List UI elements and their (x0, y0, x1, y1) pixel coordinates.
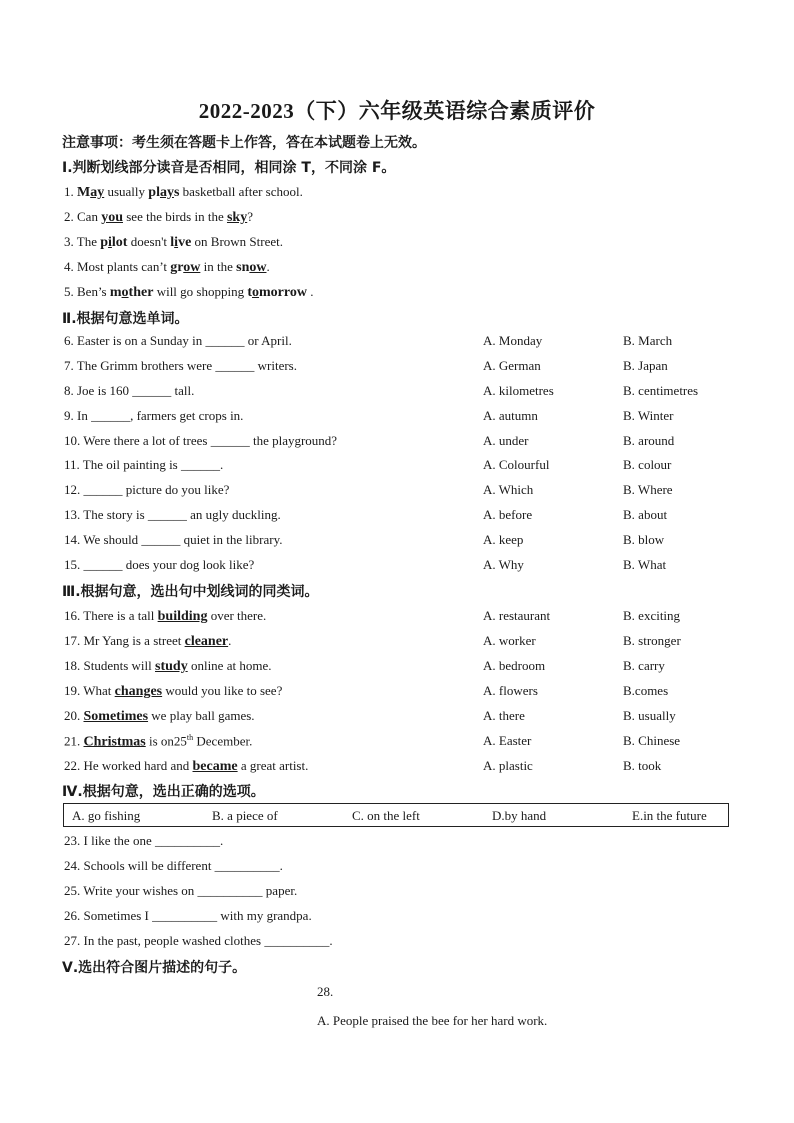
q1-underlined: ay (90, 185, 105, 200)
question-25: 25. Write your wishes on __________ paper. (64, 883, 298, 898)
q19-underlined-word: changes (114, 684, 163, 699)
option-b: B. about (623, 507, 668, 522)
q16-text: 16. There is a tall (64, 608, 158, 623)
q20-underlined-word: Sometimes (83, 709, 149, 724)
q3-underlined: i (174, 235, 179, 250)
q19-text: would you like to see? (162, 683, 283, 698)
q18-underlined-word: study (155, 659, 188, 674)
option-box-item: B. a piece of (212, 808, 278, 823)
q20-text: we play ball games. (148, 708, 255, 723)
q3-word: lot (111, 235, 128, 250)
question-19 (64, 683, 282, 700)
q18-text: online at home. (187, 658, 272, 673)
q17-underlined-word: cleaner (184, 634, 229, 649)
q22-text: a great artist. (237, 758, 309, 773)
section-3-heading: Ⅲ.根据句意，选出句中划线词的同类词。 (62, 584, 319, 600)
option-a: A. restaurant (483, 608, 551, 623)
option-b: B. around (623, 433, 675, 448)
q22-underlined-word: became (192, 759, 238, 774)
q3-word: l (170, 235, 175, 250)
option-b: B. carry (623, 658, 665, 673)
question-20 (64, 708, 255, 725)
q2-underlined: sky (226, 210, 248, 225)
q3-word: p (100, 235, 109, 250)
section-5-heading: Ⅴ.选出符合图片描述的句子。 (62, 960, 247, 976)
q19-text: 19. What (64, 683, 115, 698)
option-b: B. What (623, 557, 667, 572)
q4-underlined: ow (249, 260, 267, 275)
question-14: 14. We should ______ quiet in the library. (64, 532, 283, 547)
q1-text: 1. (64, 184, 77, 199)
question-13: 13. The story is ______ an ugly duckling. (64, 507, 281, 522)
option-a: A. plastic (483, 758, 533, 773)
option-a: A. Monday (483, 333, 543, 348)
q1-underlined: ay (159, 185, 174, 200)
q5-word: ther (128, 285, 154, 300)
option-a: A. bedroom (483, 658, 546, 673)
option-b: B. Chinese (623, 733, 681, 748)
q4-word: gr (170, 260, 184, 275)
question-10: 10. Were there a lot of trees ______ the playground? (64, 433, 338, 448)
question-7: 7. The Grimm brothers were ______ writers. (64, 358, 297, 373)
option-b: B. Winter (623, 408, 674, 423)
q3-text: 3. The (64, 234, 101, 249)
q5-text: . (306, 284, 314, 299)
option-box-item: A. go fishing (72, 808, 141, 823)
q20-text: 20. (64, 708, 84, 723)
question-28-option-a: A. People praised the bee for her hard work. (317, 1013, 548, 1028)
question-2 (64, 209, 253, 226)
question-27: 27. In the past, people washed clothes __________. (64, 933, 333, 948)
q3-text: on Brown Street. (191, 234, 283, 249)
q4-text: in the (200, 259, 237, 274)
question-18 (64, 658, 271, 675)
q18-text: 18. Students will (64, 658, 156, 673)
option-a: A. kilometres (483, 383, 554, 398)
q5-word: m (109, 285, 122, 300)
q1-word: s (173, 185, 180, 200)
question-1 (64, 184, 303, 201)
q1-text: usually (104, 184, 149, 199)
option-b: B. Japan (623, 358, 668, 373)
q22-text: 22. He worked hard and (64, 758, 193, 773)
option-a: A. before (483, 507, 533, 522)
option-box-item: C. on the left (352, 808, 420, 823)
option-a: A. Why (483, 557, 524, 572)
option-a: A. Colourful (483, 457, 550, 472)
question-16 (64, 608, 266, 625)
option-b: B. March (623, 333, 673, 348)
question-3 (64, 234, 283, 251)
q2-text: see the birds in the (123, 209, 227, 224)
question-12: 12. ______ picture do you like? (64, 482, 230, 497)
q4-word: sn (236, 260, 250, 275)
option-b: B. stronger (623, 633, 681, 648)
q21-text: is on25 (145, 733, 187, 749)
question-11: 11. The oil painting is ______. (64, 457, 224, 472)
option-box-item: D.by hand (492, 808, 547, 823)
q16-text: over there. (207, 608, 267, 623)
option-b: B. took (623, 758, 662, 773)
page-title: 2022-2023（下）六年级英语综合素质评价 (198, 99, 596, 123)
section-4-heading: Ⅳ.根据句意，选出正确的选项。 (62, 784, 265, 800)
q17-text: 17. Mr Yang is a street (64, 633, 185, 648)
question-17 (64, 633, 231, 650)
q4-text: 4. Most plants can’t (64, 259, 171, 274)
option-a: A. under (483, 433, 529, 448)
q4-underlined: ow (183, 260, 201, 275)
q5-text: will go shopping (153, 284, 248, 299)
q5-underlined: o (252, 285, 260, 300)
option-a: A. Which (483, 482, 534, 497)
option-a: A. German (483, 358, 541, 373)
q1-word: pl (148, 185, 160, 200)
q3-text: doesn't (127, 234, 171, 249)
q1-word: M (77, 185, 91, 200)
q2-underlined: you (101, 210, 123, 225)
question-8: 8. Joe is 160 ______ tall. (64, 383, 195, 398)
question-4 (64, 259, 270, 276)
q3-word: ve (178, 235, 192, 250)
section-2-heading: Ⅱ.根据句意选单词。 (62, 311, 189, 327)
q5-underlined: o (121, 285, 129, 300)
option-box-item: E.in the future (632, 808, 707, 823)
question-6: 6. Easter is on a Sunday in ______ or April. (64, 333, 292, 348)
question-23: 23. I like the one __________. (64, 833, 224, 848)
option-b: B. colour (623, 457, 672, 472)
option-b: B. exciting (623, 608, 681, 623)
option-b: B. centimetres (623, 383, 699, 398)
q17-text: . (228, 633, 232, 648)
options-box (63, 803, 729, 827)
option-a: A. Easter (483, 733, 532, 748)
q21-underlined-word: Christmas (83, 734, 146, 750)
option-a: A. there (483, 708, 525, 723)
q2-text: ? (247, 209, 253, 224)
q5-word: morrow (259, 285, 307, 300)
question-26: 26. Sometimes I __________ with my grandpa. (64, 908, 312, 923)
q5-word: t (247, 285, 253, 300)
question-22 (64, 758, 308, 775)
option-a: A. keep (483, 532, 524, 547)
q4-text: . (266, 259, 270, 274)
q2-text: 2. Can (64, 209, 102, 224)
question-9: 9. In ______, farmers get crops in. (64, 408, 244, 423)
question-15: 15. ______ does your dog look like? (64, 557, 255, 572)
question-28-number: 28. (317, 984, 334, 999)
section-1-heading: Ⅰ.判断划线部分读音是否相同，相同涂 T，不同涂 F。 (62, 160, 396, 176)
q21-text: December. (193, 733, 253, 749)
q16-underlined-word: building (157, 609, 208, 624)
exam-notice: 注意事项：考生须在答题卡上作答，答在本试题卷上无效。 (62, 135, 426, 151)
question-21 (64, 733, 252, 750)
option-b: B. blow (623, 532, 665, 547)
question-24: 24. Schools will be different __________. (64, 858, 283, 873)
q3-underlined: i (108, 235, 112, 250)
option-a: A. flowers (483, 683, 538, 698)
option-b: B. Where (623, 482, 673, 497)
option-b: B.comes (623, 683, 669, 698)
option-a: A. worker (483, 633, 536, 648)
option-a: A. autumn (483, 408, 538, 423)
q5-text: 5. Ben’s (64, 284, 110, 299)
question-5 (64, 284, 313, 301)
q1-text: basketball after school. (179, 184, 303, 199)
q21-superscript: th (186, 733, 194, 742)
q21-text: 21. (64, 733, 84, 749)
option-b: B. usually (623, 708, 676, 723)
